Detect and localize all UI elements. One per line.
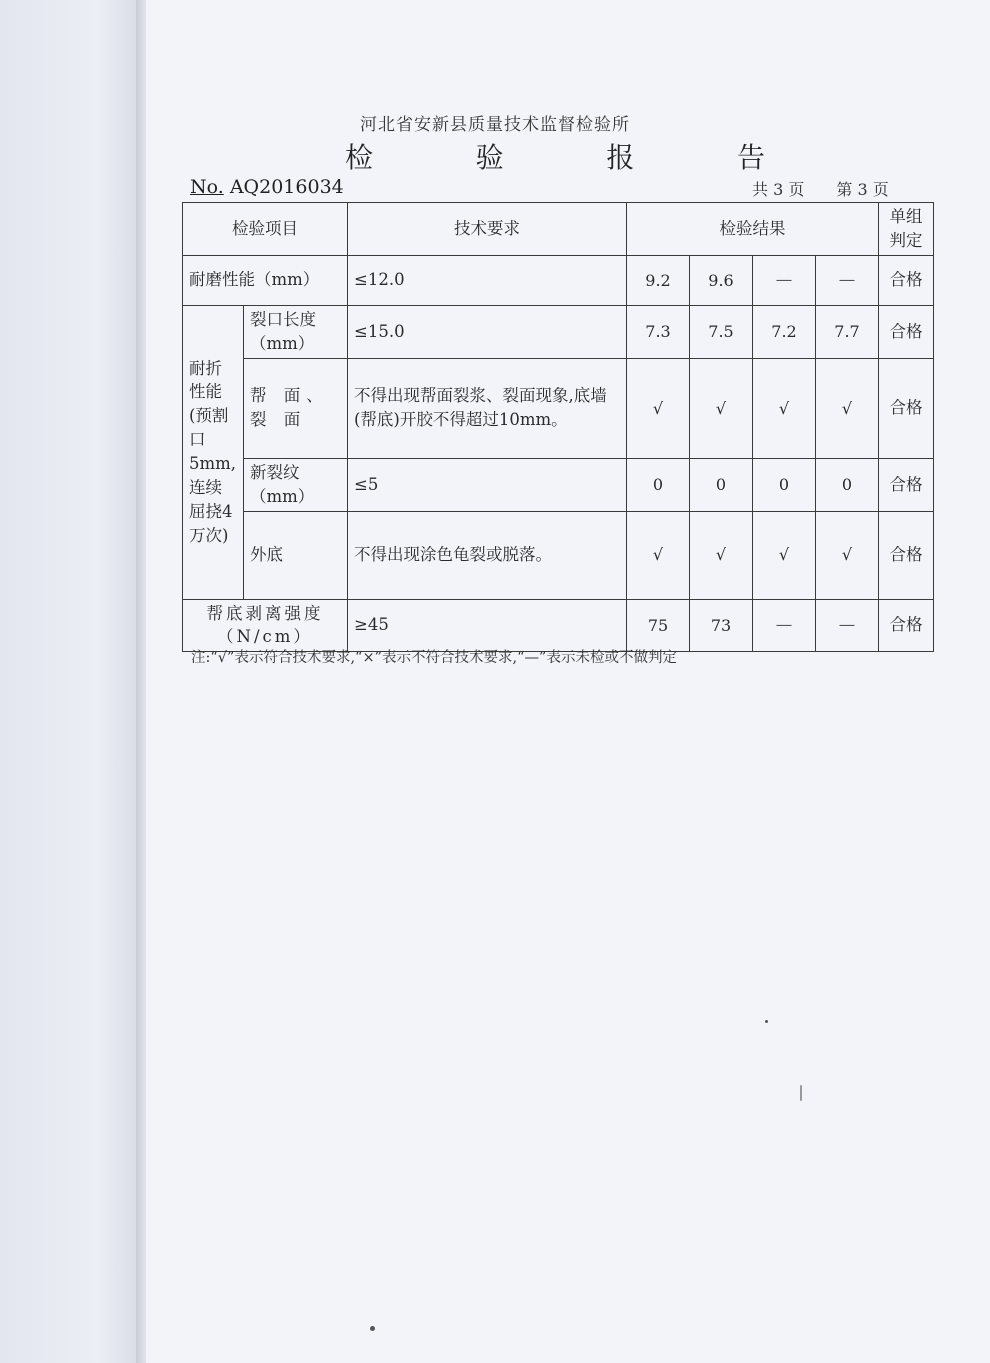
verdict-cell: 合格 [879, 305, 934, 358]
requirement-cell: ≤12.0 [348, 255, 627, 305]
table-row [183, 599, 934, 652]
verdict-cell: 合格 [879, 458, 934, 511]
result-cell: — [753, 255, 816, 305]
result-cell: √ [690, 358, 753, 458]
result-cell: 73 [690, 599, 753, 652]
title-char: 验 [475, 141, 504, 174]
result-cell: √ [753, 358, 816, 458]
flex-group-label: 耐折性能(预割口5mm,连续屈挠4万次) [183, 305, 244, 599]
result-cell: — [816, 255, 879, 305]
result-cell: 0 [627, 458, 690, 511]
verdict-cell: 合格 [879, 358, 934, 458]
result-cell: 7.5 [690, 305, 753, 358]
verdict-cell: 合格 [879, 255, 934, 305]
item-cell: 裂口长度（mm） [244, 305, 348, 358]
result-cell: 7.3 [627, 305, 690, 358]
requirement-cell: ≤5 [348, 458, 627, 511]
result-cell: 0 [690, 458, 753, 511]
result-cell: √ [627, 511, 690, 599]
report-number [190, 176, 344, 198]
result-cell: √ [627, 358, 690, 458]
page-indicator [752, 177, 889, 200]
result-cell: 7.2 [753, 305, 816, 358]
item-cell: 帮 面、裂 面 [244, 358, 348, 458]
item-cell: 帮底剥离强度（N/cm） [183, 599, 348, 652]
header-result: 检验结果 [627, 203, 879, 256]
table-row [183, 255, 934, 305]
result-cell: 0 [753, 458, 816, 511]
current-page: 第 3 页 [836, 180, 889, 199]
table-row [183, 305, 934, 358]
report-number-prefix: No. [190, 176, 224, 198]
scan-left-margin [0, 0, 140, 1363]
result-cell: √ [753, 511, 816, 599]
table-header-row [183, 203, 934, 256]
table-row [183, 511, 934, 599]
scan-speck [765, 1020, 768, 1023]
table-row [183, 358, 934, 458]
title-char: 检 [345, 141, 374, 174]
result-cell: √ [816, 511, 879, 599]
header-item: 检验项目 [183, 203, 348, 256]
result-cell: √ [690, 511, 753, 599]
scan-speck [800, 1085, 802, 1101]
result-cell: 9.6 [690, 255, 753, 305]
scan-speck [370, 1326, 375, 1331]
result-cell: 9.2 [627, 255, 690, 305]
header-requirement: 技术要求 [348, 203, 627, 256]
item-cell: 新裂纹（mm） [244, 458, 348, 511]
result-cell: 0 [816, 458, 879, 511]
requirement-cell: 不得出现帮面裂浆、裂面现象,底墙(帮底)开胶不得超过10mm。 [348, 358, 627, 458]
result-cell: 7.7 [816, 305, 879, 358]
item-cell: 耐磨性能（mm） [183, 255, 348, 305]
title-char: 告 [736, 141, 765, 174]
verdict-cell: 合格 [879, 599, 934, 652]
footnote: 注:“√”表示符合技术要求,“×”表示不符合技术要求,“—”表示未检或不做判定 [191, 650, 677, 666]
table-row [183, 458, 934, 511]
requirement-cell: ≤15.0 [348, 305, 627, 358]
result-cell: 75 [627, 599, 690, 652]
report-number-value: AQ2016034 [229, 176, 344, 198]
report-title [345, 136, 765, 176]
verdict-cell: 合格 [879, 511, 934, 599]
item-cell: 外底 [244, 511, 348, 599]
result-cell: √ [816, 358, 879, 458]
result-cell: — [816, 599, 879, 652]
requirement-cell: ≥45 [348, 599, 627, 652]
header-verdict: 单组判定 [879, 203, 934, 256]
total-pages: 共 3 页 [752, 180, 805, 199]
requirement-cell: 不得出现涂色龟裂或脱落。 [348, 511, 627, 599]
title-char: 报 [606, 141, 635, 174]
institute-name: 河北省安新县质量技术监督检验所 [360, 115, 630, 135]
result-cell: — [753, 599, 816, 652]
inspection-table [182, 202, 934, 652]
